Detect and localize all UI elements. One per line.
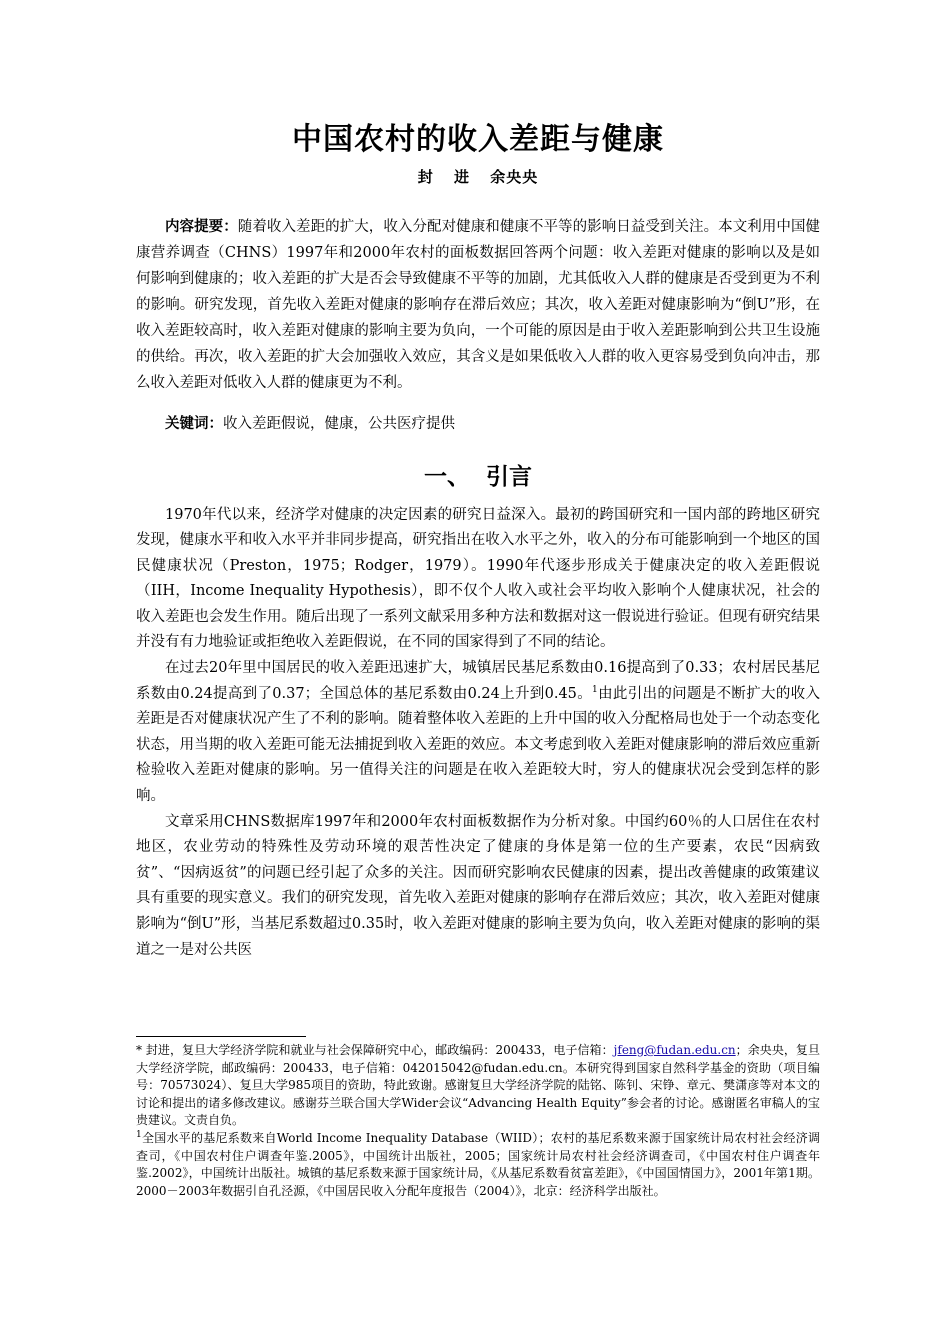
footnote-author-text-a: * 封进，复旦大学经济学院和就业与社会保障研究中心，邮政编码：200433，电子信箱： — [136, 1043, 614, 1057]
paragraph-3: 文章采用CHNS数据库1997年和2000年农村面板数据作为分析对象。中国约60％的人口居住在农村地区，农业劳动的特殊性及劳动环境的艰苦性决定了健康的身体是第一位的生产要素，农民“因病致贫”、“因病返贫”的问题已经引起了众多的关注。因而研究影响农民健康的因素，提出改善健康的政策建议具有重要的现实意义。我们的研究发现，首先收入差距对健康的影响存在滞后效应；其次，收入差距对健康影响为“倒U”形，当基尼系数超过0.35时，收入差距对健康的影响主要为负向，收入差距对健康的影响的渠道之一是对公共医 — [136, 813, 820, 958]
footnote-ref-1[interactable]: 1 — [592, 684, 598, 695]
footnote-author-text-b: ；余央央，复旦大学经济学院，邮政编码：200433，电子信箱：042015042@fudan.edu.cn。本研究得到国家自然科学基金的资助（项目编号：70573024）、复旦大学985项目的资助，特此致谢。感谢复旦大学经济学院的陆铭、陈钊、宋铮、章元、樊潇彦等对本文的讨论和提出的诸多修改建议。感谢芬兰联合国大学Wider会议“Advancing Health Equity”参会者的讨论。感谢匿名审稿人的宝贵建议。文责自负。 — [136, 1043, 820, 1128]
abstract-text: 随着收入差距的扩大，收入分配对健康和健康不平等的影响日益受到关注。本文利用中国健康营养调查（CHNS）1997年和2000年农村的面板数据回答两个问题：收入差距对健康的影响以及是如何影响到健康的；收入差距的扩大是否会导致健康不平等的加剧，尤其低收入人群的健康是否受到更为不利的影响。研究发现，首先收入差距对健康的影响存在滞后效应；其次，收入差距对健康影响为“倒U”形，在收入差距较高时，收入差距对健康的影响主要为负向，一个可能的原因是由于收入差距影响到公共卫生设施的供给。再次，收入差距的扩大会加强收入效应，其含义是如果低收入人群的收入更容易受到负向冲击，那么收入差距对低收入人群的健康更为不利。 — [136, 219, 821, 391]
email-link[interactable]: jfeng@fudan.edu.cn — [613, 1043, 736, 1057]
paragraph-2 — [136, 656, 820, 810]
section-heading-introduction: 一、 引言 — [423, 463, 532, 490]
keywords-label: 关键词： — [165, 414, 223, 432]
abstract — [136, 214, 820, 396]
paper-title: 中国农村的收入差距与健康 — [292, 122, 664, 157]
footnotes — [136, 1042, 820, 1200]
keywords-text: 收入差距假说，健康，公共医疗提供 — [223, 415, 455, 432]
footnote-1-mark: 1 — [136, 1129, 142, 1140]
footnote-1 — [136, 1130, 820, 1200]
paragraph-2-text-b: 由此引出的问题是不断扩大的收入差距是否对健康状况产生了不利的影响。随着整体收入差距的上升中国的收入分配格局也处于一个动态变化状态，用当期的收入差距可能无法捕捉到收入差距的效应。本文考虑到收入差距对健康影响的滞后效应重新检验收入差距对健康的影响。另一值得关注的问题是在收入差距较大时，穷人的健康状况会受到怎样的影响。 — [136, 685, 820, 805]
paper-page — [136, 118, 820, 963]
authors: 封 进 余央央 — [417, 168, 539, 186]
paragraph-1: 1970年代以来，经济学对健康的决定因素的研究日益深入。最初的跨国研究和一国内部的跨地区研究发现，健康水平和收入水平并非同步提高，研究指出在收入水平之外，收入的分布可能影响到一个地区的国民健康状况（Preston，1975；Rodger，1979）。1990年代逐步形成关于健康决定的收入差距假说（IIH，Income Inequality Hypothesis），即不仅个人收入或社会平均收入影响个人健康状况，社会的收入差距也会发生作用。随后出现了一系列文献采用多种方法和数据对这一假说进行验证。但现有研究结果并没有有力地验证或拒绝收入差距假说，在不同的国家得到了不同的结论。 — [136, 506, 820, 651]
footnote-divider — [136, 1036, 306, 1037]
keywords — [136, 411, 820, 437]
paragraph-2-text-a: 在过去20年里中国居民的收入差距迅速扩大，城镇居民基尼系数由0.16提高到了0.33；农村居民基尼系数由0.24提高到了0.37；全国总体的基尼系数由0.24上升到0.45。 — [136, 660, 820, 702]
footnote-author — [136, 1042, 820, 1130]
footnote-1-text: 全国水平的基尼系数来自World Income Inequality Database（WIID）；农村的基尼系数来源于国家统计局农村社会经济调查司，《中国农村住户调查年鉴.2005》，中国统计出版社，2005；国家统计局农村社会经济调查司，《中国农村住户调查年鉴.2002》，中国统计出版社。城镇的基尼系数来源于国家统计局，《从基尼系数看贫富差距》，《中国国情国力》，2001年第1期。2000－2003年数据引自孔泾源，《中国居民收入分配年度报告（2004）》，北京：经济科学出版社。 — [136, 1130, 820, 1198]
abstract-label: 内容提要： — [165, 218, 238, 235]
